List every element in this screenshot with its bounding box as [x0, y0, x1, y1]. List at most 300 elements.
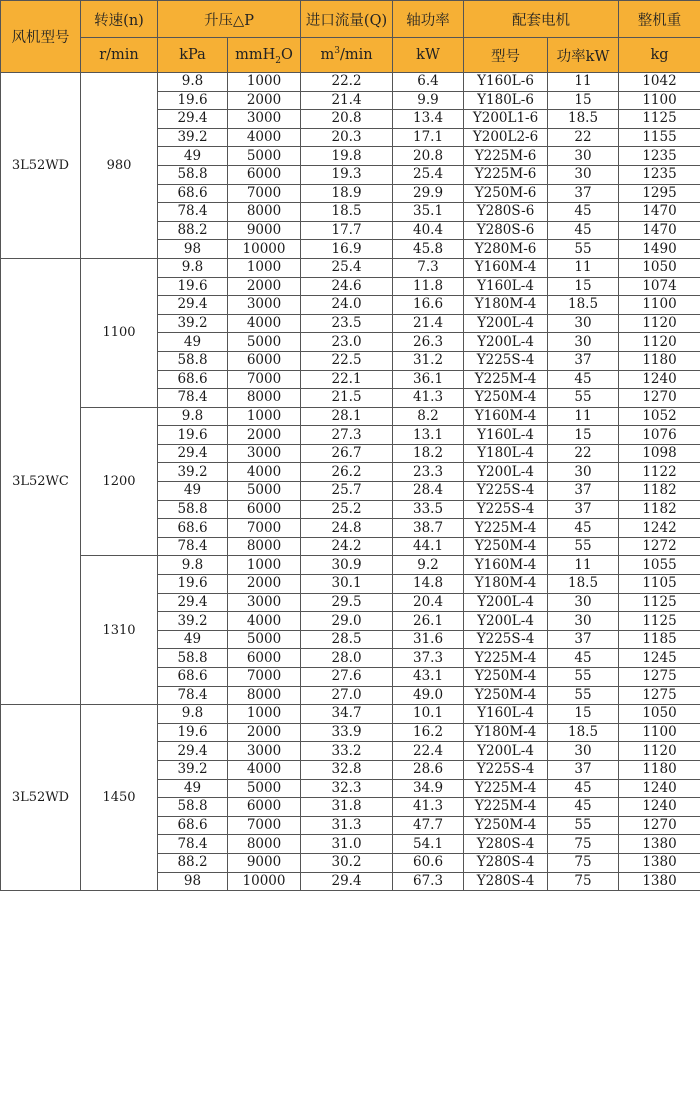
cell-weight: 1242 — [619, 519, 700, 538]
cell-shaft-power: 34.9 — [393, 779, 464, 798]
cell-motor-model: Y225M-4 — [464, 519, 548, 538]
cell-shaft-power: 36.1 — [393, 370, 464, 389]
cell-shaft-power: 40.4 — [393, 221, 464, 240]
cell-motor-model: Y225M-4 — [464, 649, 548, 668]
table-row — [1, 705, 700, 724]
cell-pressure-mmh2o: 7000 — [228, 816, 301, 835]
cell-flow: 25.4 — [301, 258, 393, 277]
cell-pressure-kpa: 39.2 — [158, 128, 228, 147]
cell-pressure-kpa: 19.6 — [158, 91, 228, 110]
cell-pressure-mmh2o: 3000 — [228, 296, 301, 315]
cell-weight: 1125 — [619, 612, 700, 631]
cell-motor-model: Y200L-4 — [464, 593, 548, 612]
header-motor-power: 功率kW — [548, 38, 619, 73]
cell-pressure-kpa: 49 — [158, 779, 228, 798]
cell-motor-power: 30 — [548, 593, 619, 612]
cell-motor-model: Y225M-4 — [464, 798, 548, 817]
cell-flow: 26.7 — [301, 444, 393, 463]
cell-motor-model: Y225M-6 — [464, 165, 548, 184]
cell-pressure-kpa: 39.2 — [158, 463, 228, 482]
cell-motor-model: Y225S-4 — [464, 760, 548, 779]
cell-weight: 1235 — [619, 147, 700, 166]
cell-motor-power: 18.5 — [548, 575, 619, 594]
cell-weight: 1042 — [619, 73, 700, 92]
cell-pressure-mmh2o: 2000 — [228, 575, 301, 594]
cell-shaft-power: 35.1 — [393, 203, 464, 222]
cell-pressure-mmh2o: 2000 — [228, 91, 301, 110]
cell-motor-model: Y225S-4 — [464, 630, 548, 649]
cell-pressure-kpa: 49 — [158, 333, 228, 352]
cell-shaft-power: 43.1 — [393, 668, 464, 687]
unit-mmh2o — [228, 38, 301, 73]
cell-pressure-kpa: 68.6 — [158, 668, 228, 687]
cell-motor-model: Y160M-4 — [464, 556, 548, 575]
cell-motor-power: 55 — [548, 816, 619, 835]
cell-motor-power: 37 — [548, 630, 619, 649]
cell-speed: 1200 — [81, 407, 158, 556]
cell-motor-model: Y160M-4 — [464, 407, 548, 426]
table-row — [1, 556, 700, 575]
cell-weight: 1270 — [619, 389, 700, 408]
cell-flow: 22.5 — [301, 351, 393, 370]
cell-shaft-power: 54.1 — [393, 835, 464, 854]
cell-motor-power: 55 — [548, 389, 619, 408]
cell-pressure-mmh2o: 2000 — [228, 277, 301, 296]
cell-shaft-power: 21.4 — [393, 314, 464, 333]
cell-weight: 1120 — [619, 314, 700, 333]
header-speed: 转速(n) — [81, 1, 158, 38]
cell-pressure-kpa: 29.4 — [158, 296, 228, 315]
cell-weight: 1122 — [619, 463, 700, 482]
cell-weight: 1055 — [619, 556, 700, 575]
cell-weight: 1295 — [619, 184, 700, 203]
cell-shaft-power: 9.9 — [393, 91, 464, 110]
cell-pressure-mmh2o: 3000 — [228, 110, 301, 129]
cell-weight: 1182 — [619, 482, 700, 501]
cell-motor-model: Y160L-6 — [464, 73, 548, 92]
cell-motor-model: Y250M-4 — [464, 668, 548, 687]
table-body — [1, 73, 700, 891]
cell-flow: 22.2 — [301, 73, 393, 92]
cell-flow: 32.8 — [301, 760, 393, 779]
cell-motor-power: 15 — [548, 426, 619, 445]
cell-pressure-kpa: 9.8 — [158, 73, 228, 92]
cell-shaft-power: 10.1 — [393, 705, 464, 724]
cell-flow: 18.5 — [301, 203, 393, 222]
cell-pressure-mmh2o: 7000 — [228, 519, 301, 538]
cell-pressure-kpa: 49 — [158, 147, 228, 166]
unit-flow-base: m — [320, 47, 335, 63]
cell-motor-model: Y180M-4 — [464, 296, 548, 315]
cell-flow: 23.0 — [301, 333, 393, 352]
cell-shaft-power: 8.2 — [393, 407, 464, 426]
cell-flow: 20.8 — [301, 110, 393, 129]
cell-weight: 1105 — [619, 575, 700, 594]
header-model: 风机型号 — [1, 1, 81, 73]
cell-weight: 1180 — [619, 760, 700, 779]
cell-motor-model: Y200L-4 — [464, 333, 548, 352]
header-motor: 配套电机 — [464, 1, 619, 38]
cell-flow: 26.2 — [301, 463, 393, 482]
cell-flow: 20.3 — [301, 128, 393, 147]
cell-flow: 30.9 — [301, 556, 393, 575]
cell-motor-model: Y250M-4 — [464, 389, 548, 408]
cell-motor-power: 30 — [548, 612, 619, 631]
header-pressure: 升压△P — [158, 1, 301, 38]
cell-motor-model: Y225M-4 — [464, 370, 548, 389]
cell-pressure-kpa: 58.8 — [158, 649, 228, 668]
cell-shaft-power: 16.6 — [393, 296, 464, 315]
cell-pressure-mmh2o: 1000 — [228, 407, 301, 426]
cell-pressure-kpa: 78.4 — [158, 203, 228, 222]
header-shaft-power: 轴功率 — [393, 1, 464, 38]
cell-motor-power: 75 — [548, 853, 619, 872]
cell-shaft-power: 23.3 — [393, 463, 464, 482]
cell-pressure-kpa: 49 — [158, 482, 228, 501]
cell-weight: 1185 — [619, 630, 700, 649]
cell-weight: 1074 — [619, 277, 700, 296]
cell-flow: 31.8 — [301, 798, 393, 817]
cell-weight: 1098 — [619, 444, 700, 463]
unit-kpa: kPa — [158, 38, 228, 73]
cell-pressure-mmh2o: 6000 — [228, 798, 301, 817]
cell-pressure-kpa: 29.4 — [158, 444, 228, 463]
cell-motor-power: 37 — [548, 184, 619, 203]
cell-motor-model: Y180L-4 — [464, 444, 548, 463]
cell-shaft-power: 18.2 — [393, 444, 464, 463]
unit-flow — [301, 38, 393, 73]
cell-shaft-power: 44.1 — [393, 537, 464, 556]
cell-motor-power: 55 — [548, 686, 619, 705]
cell-weight: 1275 — [619, 668, 700, 687]
unit-weight: kg — [619, 38, 700, 73]
cell-flow: 28.5 — [301, 630, 393, 649]
cell-motor-power: 55 — [548, 668, 619, 687]
cell-shaft-power: 31.2 — [393, 351, 464, 370]
cell-motor-model: Y225S-4 — [464, 351, 548, 370]
cell-weight: 1240 — [619, 798, 700, 817]
cell-shaft-power: 67.3 — [393, 872, 464, 891]
cell-speed: 1450 — [81, 705, 158, 891]
cell-pressure-mmh2o: 5000 — [228, 147, 301, 166]
cell-flow: 17.7 — [301, 221, 393, 240]
cell-flow: 24.8 — [301, 519, 393, 538]
cell-shaft-power: 26.1 — [393, 612, 464, 631]
cell-flow: 29.0 — [301, 612, 393, 631]
unit-mmh2o-tail: O — [281, 47, 293, 63]
cell-shaft-power: 7.3 — [393, 258, 464, 277]
cell-pressure-mmh2o: 2000 — [228, 723, 301, 742]
cell-pressure-mmh2o: 2000 — [228, 426, 301, 445]
cell-pressure-kpa: 68.6 — [158, 816, 228, 835]
cell-motor-power: 18.5 — [548, 723, 619, 742]
cell-motor-model: Y180M-4 — [464, 723, 548, 742]
cell-flow: 22.1 — [301, 370, 393, 389]
cell-fan-model: 3L52WC — [1, 258, 81, 704]
cell-motor-model: Y280S-4 — [464, 872, 548, 891]
cell-motor-power: 45 — [548, 779, 619, 798]
cell-pressure-mmh2o: 4000 — [228, 612, 301, 631]
header-row-main — [1, 1, 700, 38]
cell-pressure-mmh2o: 6000 — [228, 500, 301, 519]
cell-shaft-power: 20.8 — [393, 147, 464, 166]
cell-motor-power: 75 — [548, 835, 619, 854]
cell-motor-model: Y160L-4 — [464, 705, 548, 724]
cell-pressure-kpa: 29.4 — [158, 110, 228, 129]
cell-shaft-power: 41.3 — [393, 389, 464, 408]
cell-flow: 24.2 — [301, 537, 393, 556]
cell-shaft-power: 49.0 — [393, 686, 464, 705]
cell-pressure-kpa: 19.6 — [158, 277, 228, 296]
cell-pressure-kpa: 9.8 — [158, 407, 228, 426]
cell-motor-power: 37 — [548, 351, 619, 370]
cell-motor-model: Y250M-4 — [464, 537, 548, 556]
cell-pressure-kpa: 9.8 — [158, 258, 228, 277]
cell-motor-power: 22 — [548, 444, 619, 463]
unit-mmh2o-base: mmH — [235, 47, 276, 63]
cell-motor-model: Y200L2-6 — [464, 128, 548, 147]
cell-weight: 1100 — [619, 91, 700, 110]
cell-pressure-kpa: 78.4 — [158, 686, 228, 705]
cell-shaft-power: 11.8 — [393, 277, 464, 296]
cell-motor-model: Y250M-4 — [464, 686, 548, 705]
cell-shaft-power: 22.4 — [393, 742, 464, 761]
cell-pressure-mmh2o: 4000 — [228, 760, 301, 779]
cell-motor-power: 18.5 — [548, 110, 619, 129]
cell-flow: 31.0 — [301, 835, 393, 854]
cell-motor-model: Y250M-6 — [464, 184, 548, 203]
cell-flow: 32.3 — [301, 779, 393, 798]
cell-motor-model: Y160L-4 — [464, 277, 548, 296]
cell-motor-power: 45 — [548, 203, 619, 222]
cell-flow: 29.4 — [301, 872, 393, 891]
cell-pressure-kpa: 58.8 — [158, 165, 228, 184]
cell-speed: 1100 — [81, 258, 158, 407]
cell-pressure-kpa: 19.6 — [158, 723, 228, 742]
cell-weight: 1100 — [619, 723, 700, 742]
cell-motor-power: 15 — [548, 705, 619, 724]
header-weight: 整机重 — [619, 1, 700, 38]
cell-weight: 1490 — [619, 240, 700, 259]
cell-fan-model: 3L52WD — [1, 705, 81, 891]
cell-motor-model: Y200L1-6 — [464, 110, 548, 129]
cell-motor-model: Y280M-6 — [464, 240, 548, 259]
cell-motor-power: 37 — [548, 760, 619, 779]
cell-pressure-kpa: 98 — [158, 240, 228, 259]
cell-motor-power: 55 — [548, 240, 619, 259]
cell-pressure-kpa: 9.8 — [158, 705, 228, 724]
cell-pressure-mmh2o: 8000 — [228, 389, 301, 408]
cell-weight: 1245 — [619, 649, 700, 668]
cell-flow: 19.8 — [301, 147, 393, 166]
cell-pressure-kpa: 68.6 — [158, 184, 228, 203]
header-motor-model: 型号 — [464, 38, 548, 73]
cell-shaft-power: 31.6 — [393, 630, 464, 649]
cell-motor-power: 30 — [548, 742, 619, 761]
cell-motor-model: Y225S-4 — [464, 500, 548, 519]
cell-shaft-power: 9.2 — [393, 556, 464, 575]
cell-flow: 21.5 — [301, 389, 393, 408]
unit-flow-tail: /min — [339, 47, 373, 63]
cell-flow: 33.2 — [301, 742, 393, 761]
cell-motor-power: 30 — [548, 314, 619, 333]
cell-flow: 16.9 — [301, 240, 393, 259]
cell-pressure-kpa: 88.2 — [158, 853, 228, 872]
cell-motor-model: Y225M-6 — [464, 147, 548, 166]
cell-pressure-kpa: 39.2 — [158, 314, 228, 333]
cell-pressure-kpa: 39.2 — [158, 760, 228, 779]
cell-motor-power: 11 — [548, 556, 619, 575]
cell-flow: 19.3 — [301, 165, 393, 184]
cell-weight: 1470 — [619, 203, 700, 222]
cell-shaft-power: 37.3 — [393, 649, 464, 668]
cell-pressure-kpa: 78.4 — [158, 835, 228, 854]
cell-shaft-power: 20.4 — [393, 593, 464, 612]
cell-motor-model: Y280S-4 — [464, 835, 548, 854]
table-row — [1, 407, 700, 426]
cell-motor-power: 30 — [548, 165, 619, 184]
cell-pressure-kpa: 19.6 — [158, 575, 228, 594]
cell-pressure-mmh2o: 9000 — [228, 221, 301, 240]
cell-speed: 980 — [81, 73, 158, 259]
cell-weight: 1120 — [619, 333, 700, 352]
cell-pressure-kpa: 29.4 — [158, 742, 228, 761]
cell-weight: 1155 — [619, 128, 700, 147]
cell-shaft-power: 17.1 — [393, 128, 464, 147]
cell-flow: 25.7 — [301, 482, 393, 501]
cell-flow: 23.5 — [301, 314, 393, 333]
cell-flow: 28.0 — [301, 649, 393, 668]
cell-motor-model: Y160M-4 — [464, 258, 548, 277]
cell-shaft-power: 25.4 — [393, 165, 464, 184]
cell-motor-power: 11 — [548, 407, 619, 426]
cell-shaft-power: 16.2 — [393, 723, 464, 742]
cell-weight: 1240 — [619, 370, 700, 389]
cell-shaft-power: 38.7 — [393, 519, 464, 538]
cell-motor-power: 30 — [548, 463, 619, 482]
cell-motor-model: Y160L-4 — [464, 426, 548, 445]
cell-flow: 24.0 — [301, 296, 393, 315]
cell-motor-power: 45 — [548, 370, 619, 389]
cell-pressure-kpa: 68.6 — [158, 370, 228, 389]
cell-pressure-mmh2o: 5000 — [228, 333, 301, 352]
cell-pressure-kpa: 29.4 — [158, 593, 228, 612]
cell-motor-power: 45 — [548, 519, 619, 538]
cell-flow: 27.6 — [301, 668, 393, 687]
cell-pressure-mmh2o: 9000 — [228, 853, 301, 872]
cell-motor-model: Y280S-6 — [464, 203, 548, 222]
cell-motor-power: 45 — [548, 221, 619, 240]
cell-weight: 1275 — [619, 686, 700, 705]
cell-motor-model: Y225S-4 — [464, 482, 548, 501]
cell-weight: 1076 — [619, 426, 700, 445]
cell-motor-power: 55 — [548, 537, 619, 556]
cell-shaft-power: 28.4 — [393, 482, 464, 501]
cell-flow: 25.2 — [301, 500, 393, 519]
cell-motor-power: 30 — [548, 333, 619, 352]
cell-pressure-mmh2o: 8000 — [228, 835, 301, 854]
cell-motor-power: 75 — [548, 872, 619, 891]
cell-motor-model: Y280S-4 — [464, 853, 548, 872]
cell-weight: 1052 — [619, 407, 700, 426]
cell-flow: 31.3 — [301, 816, 393, 835]
cell-pressure-mmh2o: 10000 — [228, 240, 301, 259]
cell-shaft-power: 26.3 — [393, 333, 464, 352]
cell-shaft-power: 29.9 — [393, 184, 464, 203]
cell-flow: 18.9 — [301, 184, 393, 203]
cell-motor-model: Y200L-4 — [464, 612, 548, 631]
cell-weight: 1235 — [619, 165, 700, 184]
cell-flow: 34.7 — [301, 705, 393, 724]
cell-pressure-kpa: 68.6 — [158, 519, 228, 538]
cell-motor-model: Y200L-4 — [464, 463, 548, 482]
cell-motor-model: Y200L-4 — [464, 314, 548, 333]
cell-pressure-mmh2o: 8000 — [228, 203, 301, 222]
cell-pressure-mmh2o: 5000 — [228, 482, 301, 501]
cell-motor-power: 15 — [548, 91, 619, 110]
cell-motor-model: Y250M-4 — [464, 816, 548, 835]
cell-flow: 33.9 — [301, 723, 393, 742]
cell-motor-power: 37 — [548, 500, 619, 519]
cell-shaft-power: 13.4 — [393, 110, 464, 129]
unit-flow-superscript: 3 — [334, 46, 340, 57]
cell-pressure-mmh2o: 5000 — [228, 779, 301, 798]
cell-shaft-power: 33.5 — [393, 500, 464, 519]
cell-flow: 24.6 — [301, 277, 393, 296]
cell-shaft-power: 41.3 — [393, 798, 464, 817]
cell-flow: 21.4 — [301, 91, 393, 110]
cell-weight: 1125 — [619, 110, 700, 129]
cell-motor-power: 18.5 — [548, 296, 619, 315]
cell-motor-power: 45 — [548, 649, 619, 668]
cell-motor-power: 22 — [548, 128, 619, 147]
cell-pressure-mmh2o: 10000 — [228, 872, 301, 891]
cell-pressure-kpa: 58.8 — [158, 500, 228, 519]
header-flow: 进口流量(Q) — [301, 1, 393, 38]
cell-pressure-mmh2o: 4000 — [228, 463, 301, 482]
cell-motor-power: 37 — [548, 482, 619, 501]
cell-pressure-mmh2o: 8000 — [228, 537, 301, 556]
cell-fan-model: 3L52WD — [1, 73, 81, 259]
cell-motor-power: 15 — [548, 277, 619, 296]
cell-motor-model: Y180M-4 — [464, 575, 548, 594]
cell-pressure-kpa: 98 — [158, 872, 228, 891]
cell-motor-power: 11 — [548, 73, 619, 92]
cell-flow: 28.1 — [301, 407, 393, 426]
cell-motor-power: 45 — [548, 798, 619, 817]
unit-mmh2o-subscript: 2 — [275, 55, 281, 66]
cell-pressure-kpa: 58.8 — [158, 798, 228, 817]
cell-speed: 1310 — [81, 556, 158, 705]
cell-pressure-mmh2o: 1000 — [228, 73, 301, 92]
unit-speed: r/min — [81, 38, 158, 73]
table-header — [1, 1, 700, 73]
cell-shaft-power: 6.4 — [393, 73, 464, 92]
cell-flow: 30.1 — [301, 575, 393, 594]
cell-pressure-kpa: 78.4 — [158, 537, 228, 556]
cell-pressure-kpa: 39.2 — [158, 612, 228, 631]
cell-pressure-mmh2o: 1000 — [228, 556, 301, 575]
cell-pressure-kpa: 88.2 — [158, 221, 228, 240]
cell-weight: 1050 — [619, 705, 700, 724]
cell-motor-model: Y180L-6 — [464, 91, 548, 110]
cell-pressure-mmh2o: 6000 — [228, 649, 301, 668]
cell-pressure-mmh2o: 7000 — [228, 668, 301, 687]
cell-pressure-mmh2o: 4000 — [228, 128, 301, 147]
cell-weight: 1380 — [619, 853, 700, 872]
cell-weight: 1240 — [619, 779, 700, 798]
cell-weight: 1125 — [619, 593, 700, 612]
